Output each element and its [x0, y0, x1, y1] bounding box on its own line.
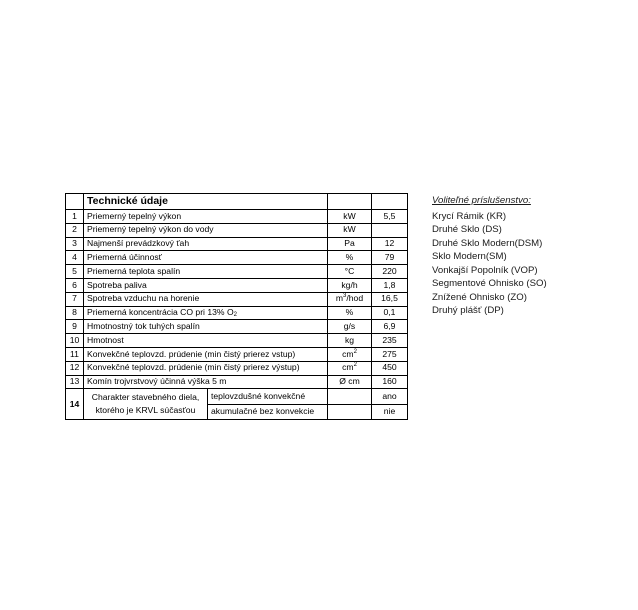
- row-unit: kg/h: [328, 278, 372, 292]
- table-header-row: [66, 194, 408, 210]
- row-number: 4: [66, 251, 84, 265]
- row-unit: kg: [328, 334, 372, 348]
- row-number: 6: [66, 278, 84, 292]
- table-title: Technické údaje: [84, 194, 328, 210]
- row-value: [372, 223, 408, 237]
- row-number: 14: [66, 389, 84, 420]
- row-label: Priemerná teplota spalín: [84, 265, 328, 279]
- row-unit: [328, 292, 372, 306]
- row-label: [84, 306, 328, 320]
- table-row: [66, 223, 408, 237]
- row-number: 1: [66, 210, 84, 224]
- row-unit: kW: [328, 223, 372, 237]
- row-label-subscript: 2: [233, 312, 237, 319]
- row-unit: kW: [328, 210, 372, 224]
- row-unit-suffix: /hod: [346, 293, 364, 304]
- row-label-text: Priemerná koncentrácia CO pri 13% O: [87, 307, 234, 318]
- convection-type-value: ano: [372, 389, 408, 405]
- row-label: Konvekčné teplovzd. prúdenie (min čistý prierez vstup): [84, 347, 328, 361]
- header-number-cell: [66, 194, 84, 210]
- row-number: 2: [66, 223, 84, 237]
- row-number: 5: [66, 265, 84, 279]
- row-unit-superscript: 2: [353, 348, 357, 355]
- row-unit-superscript: 3: [343, 293, 347, 300]
- table-row: [66, 251, 408, 265]
- row-label: Spotreba vzduchu na horenie: [84, 292, 328, 306]
- row-value: 160: [372, 375, 408, 389]
- table-row: [66, 265, 408, 279]
- row-number: 11: [66, 347, 84, 361]
- row-unit: Pa: [328, 237, 372, 251]
- row-unit: g/s: [328, 320, 372, 334]
- row-label: Priemerný tepelný výkon: [84, 210, 328, 224]
- accumulation-type-value: nie: [372, 404, 408, 420]
- row-label: Hmotnostný tok tuhých spalín: [84, 320, 328, 334]
- row-number: 12: [66, 361, 84, 375]
- table-row-14a: [66, 389, 408, 405]
- row-value: 6,9: [372, 320, 408, 334]
- header-value-cell: [372, 194, 408, 210]
- table-row: [66, 292, 408, 306]
- table-row: [66, 237, 408, 251]
- row-unit-text: m: [335, 293, 344, 304]
- accessory-item: Sklo Modern(SM): [432, 251, 507, 262]
- accessory-item: Druhý plášť (DP): [432, 305, 504, 316]
- row-value: 12: [372, 237, 408, 251]
- row-label: Priemerná účinnosť: [84, 251, 328, 265]
- row-value: 235: [372, 334, 408, 348]
- accessories-title: Voliteľné príslušenstvo:: [432, 195, 531, 206]
- building-character-label: [84, 389, 208, 420]
- row-number: 7: [66, 292, 84, 306]
- row-number: 9: [66, 320, 84, 334]
- row-number: 8: [66, 306, 84, 320]
- table-row: [66, 347, 408, 361]
- accumulation-type-label: akumulačné bez konvekcie: [208, 404, 328, 420]
- row-label: Komín trojvrstvový účinná výška 5 m: [84, 375, 328, 389]
- row-value: 0,1: [372, 306, 408, 320]
- row-unit-superscript: 2: [353, 362, 357, 369]
- header-unit-cell: [328, 194, 372, 210]
- accessory-item: Vonkajší Popolník (VOP): [432, 264, 538, 276]
- row-value: 79: [372, 251, 408, 265]
- row-label: Najmenší prevádzkový ťah: [84, 237, 328, 251]
- row-unit: %: [328, 306, 372, 320]
- table-row: [66, 375, 408, 389]
- row-value: 1,8: [372, 278, 408, 292]
- row-number: 13: [66, 375, 84, 389]
- technical-data-table: [65, 193, 408, 420]
- row-number: 10: [66, 334, 84, 348]
- row-unit: [328, 347, 372, 361]
- accessory-item: Segmentové Ohnisko (SO): [432, 278, 547, 289]
- accessory-item: Druhé Sklo Modern(DSM): [432, 237, 543, 249]
- row-label: Priemerný tepelný výkon do vody: [84, 223, 328, 237]
- row-value: 5,5: [372, 210, 408, 224]
- accessories-list: [432, 194, 547, 318]
- convection-type-label: teplovzdušné konvekčné: [208, 389, 328, 405]
- row-label: Spotreba paliva: [84, 278, 328, 292]
- row-unit: %: [328, 251, 372, 265]
- table-row: [66, 306, 408, 320]
- accessories-items: [432, 210, 547, 318]
- row-value: 220: [372, 265, 408, 279]
- row-value: 275: [372, 347, 408, 361]
- row-value: 16,5: [372, 292, 408, 306]
- accessory-item: Krycí Rámik (KR): [432, 210, 507, 222]
- row-unit: [328, 361, 372, 375]
- row-unit: Ø cm: [328, 375, 372, 389]
- building-character-line1: Charakter stavebného diela,: [91, 392, 200, 403]
- table-row: [66, 278, 408, 292]
- row-unit-text: cm: [342, 362, 354, 373]
- row-label: Hmotnost: [84, 334, 328, 348]
- row-unit-text: cm: [342, 348, 354, 359]
- row-label: Konvekčné teplovzd. prúdenie (min čistý prierez výstup): [84, 361, 328, 375]
- accessory-item: Znížené Ohnisko (ZO): [432, 291, 527, 303]
- row-value: 450: [372, 361, 408, 375]
- row-number: 3: [66, 237, 84, 251]
- convection-unit-cell: [328, 389, 372, 405]
- table-row: [66, 361, 408, 375]
- accumulation-unit-cell: [328, 404, 372, 420]
- table-row: [66, 334, 408, 348]
- accessory-item: Druhé Sklo (DS): [432, 224, 502, 235]
- row-unit: °C: [328, 265, 372, 279]
- table-row: [66, 320, 408, 334]
- table-row: [66, 210, 408, 224]
- building-character-line2: ktorého je KRVL súčasťou: [95, 405, 196, 416]
